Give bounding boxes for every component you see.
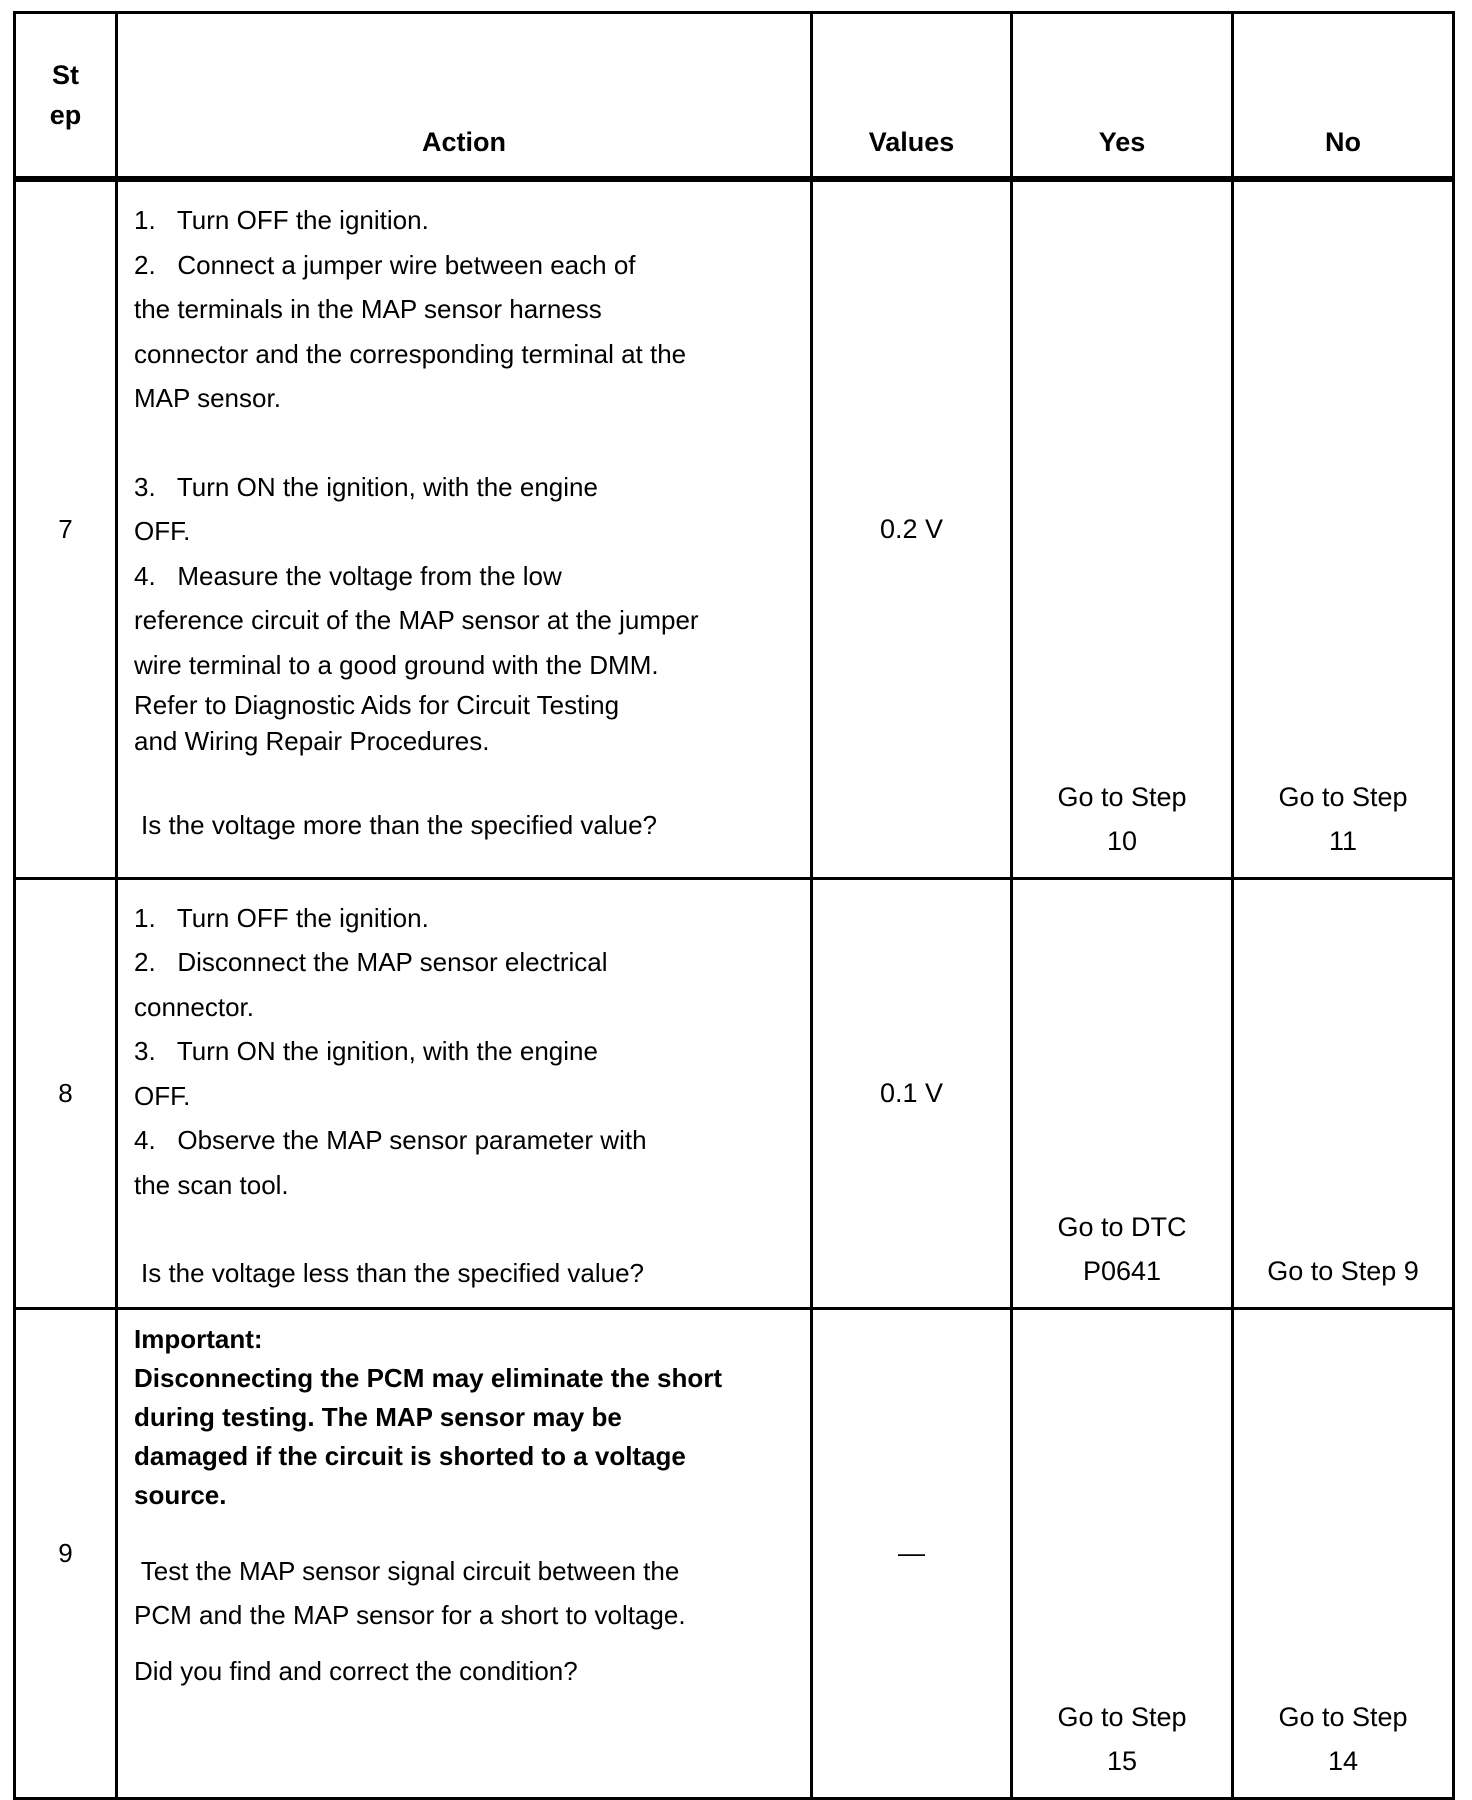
step-number: 9	[15, 1308, 117, 1798]
header-no: No	[1233, 13, 1454, 180]
step-number: 8	[15, 878, 117, 1308]
question: Is the voltage more than the specified value?	[141, 810, 657, 840]
yes-cell: Go to DTC P0641	[1012, 878, 1233, 1308]
question: Is the voltage less than the specified value?	[141, 1258, 644, 1288]
step-number: 7	[15, 179, 117, 878]
no-cell: Go to Step 14	[1233, 1308, 1454, 1798]
no-cell: Go to Step 11	[1233, 179, 1454, 878]
header-action: Action	[117, 13, 812, 180]
action-cell: 1. Turn OFF the ignition. 2. Connect a jumper wire between each of the terminals in the MAP sensor harness connector and the corresponding terminal at the MAP sensor. 3. Turn ON the ignition, with the engine OFF. 4. Measure the voltage from the low reference circuit of the MAP sensor at the jumper wire terminal to a good ground with the DMM. Refer to Diagnostic Aids for Circuit Testing and Wiring Repair Procedures. Is the voltage more than the specified value?	[117, 179, 812, 878]
yes-cell: Go to Step 15	[1012, 1308, 1233, 1798]
header-step: St ep	[15, 13, 117, 180]
table-row	[15, 1308, 1454, 1798]
yes-cell: Go to Step 10	[1012, 179, 1233, 878]
action-cell: 1. Turn OFF the ignition. 2. Disconnect the MAP sensor electrical connector. 3. Turn ON the ignition, with the engine OFF. 4. Observe the MAP sensor parameter with the scan tool. Is the voltage less than the specified value?	[117, 878, 812, 1308]
diagnostic-table	[13, 11, 1455, 1800]
header-yes: Yes	[1012, 13, 1233, 180]
table-row	[15, 878, 1454, 1308]
value-cell: 0.2 V	[812, 179, 1012, 878]
action-cell: Important: Disconnecting the PCM may eliminate the short during testing. The MAP sensor may be damaged if the circuit is shorted to a voltage source. Test the MAP sensor signal circuit between the PCM and the MAP sensor for a short to voltage. Did you find and correct the condition?	[117, 1308, 812, 1798]
header-row	[15, 13, 1454, 180]
value-cell: —	[812, 1308, 1012, 1798]
question: Did you find and correct the condition?	[134, 1655, 578, 1686]
no-cell: Go to Step 9	[1233, 878, 1454, 1308]
value-cell: 0.1 V	[812, 878, 1012, 1308]
important-label: Important:	[134, 1323, 263, 1354]
table-row	[15, 179, 1454, 878]
header-values: Values	[812, 13, 1012, 180]
